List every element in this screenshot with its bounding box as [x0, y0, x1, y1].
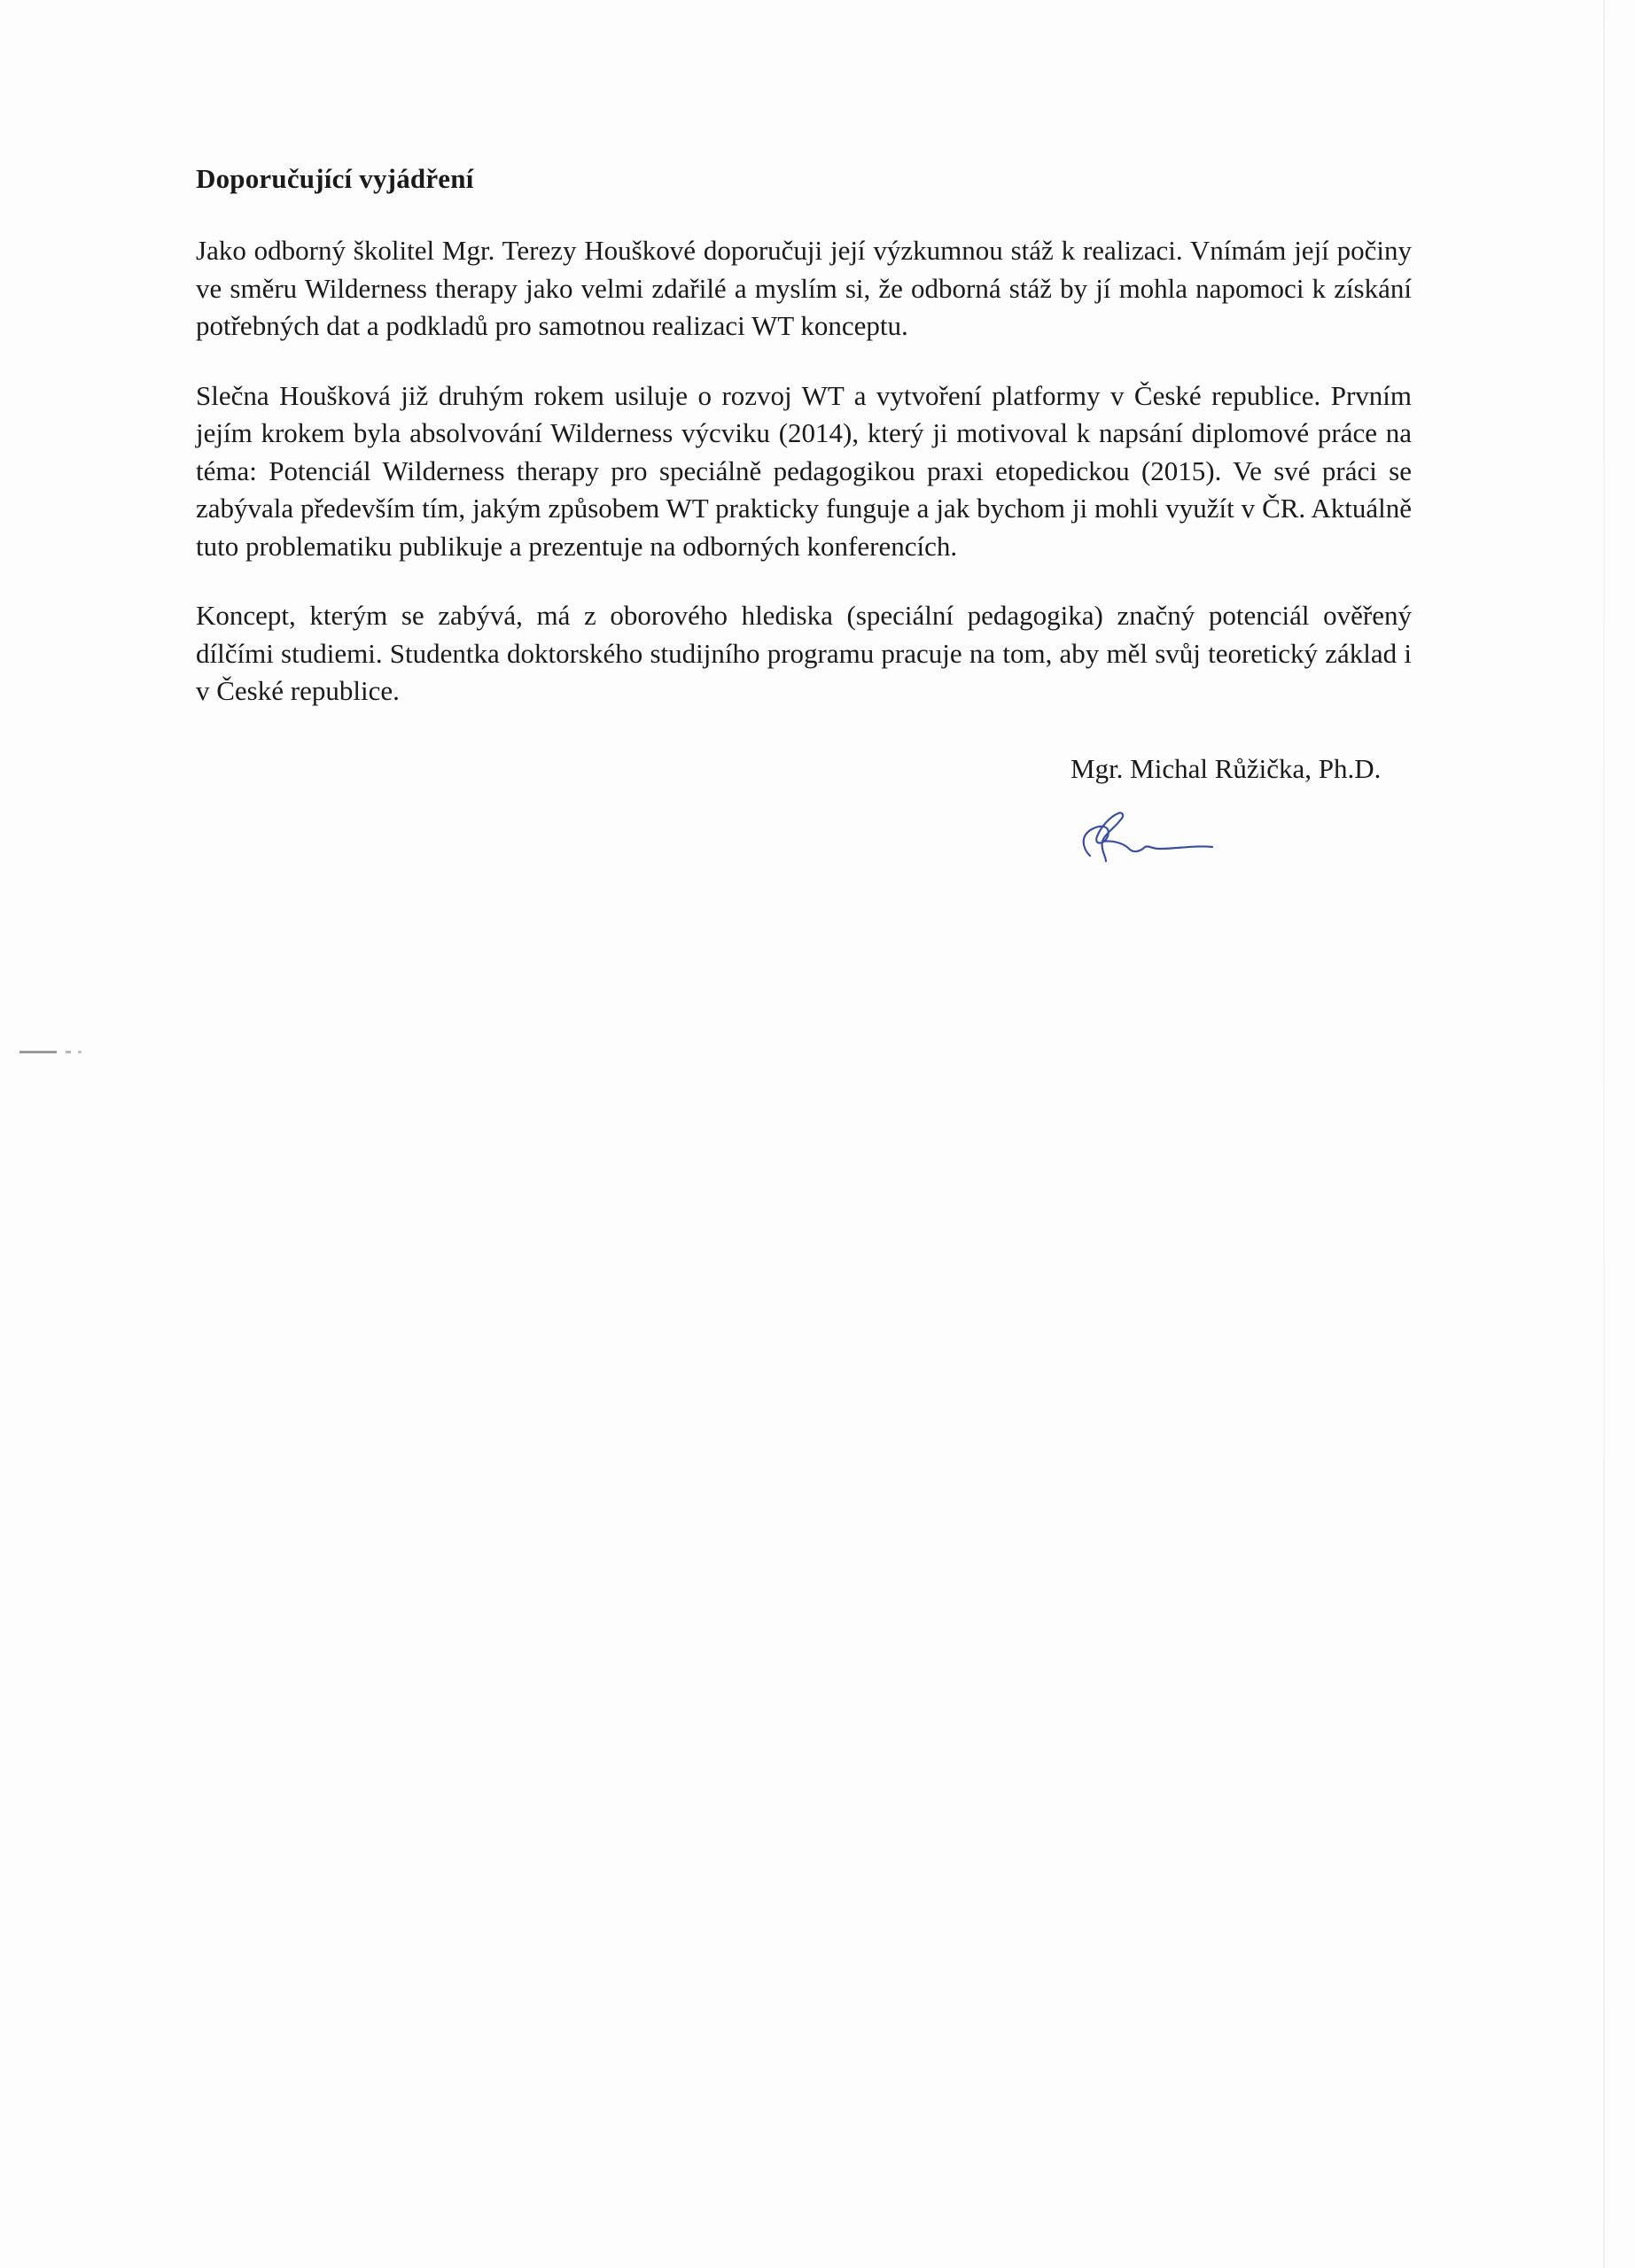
paragraph-1: Jako odborný školitel Mgr. Terezy Houškové doporučuji její výzkumnou stáž k realizaci. Vnímám její počiny ve směru Wilderness therapy jako velmi zdařilé a myslím si, že odborná stáž by jí mohla napomoci k získání potřebných dat a podkladů pro samotnou realizaci WT konceptu. — [196, 235, 1412, 341]
paragraph-2: Slečna Houšková již druhým rokem usiluje o rozvoj WT a vytvoření platformy v České republice. Prvním jejím krokem byla absolvování Wilderness výcviku (2014), který ji motivoval k napsání diplomové práce na téma: Potenciál Wilderness therapy pro speciálně pedagogikou praxi etopedickou (2015). Ve své práci se zabývala především tím, jakým způsobem WT prakticky funguje a jak bychom ji mohli využít v ČR. Aktuálně tuto problematiku publikuje a prezentuje na odborných konferencích. — [196, 379, 1412, 562]
scan-edge — [1603, 0, 1605, 2268]
handwritten-signature — [1071, 804, 1248, 875]
letter-body — [196, 159, 1412, 742]
signature-block — [1071, 750, 1425, 788]
letter-heading: Doporučující vyjádření — [196, 163, 474, 194]
paragraph-3: Koncept, kterým se zabývá, má z oborového hlediska (speciální pedagogika) značný potenciál ověřený dílčími studiemi. Studentka doktorského studijního programu pracuje na tom, aby měl svůj teoretický základ i v České republice. — [196, 600, 1412, 706]
signatory-name: Mgr. Michal Růžička, Ph.D. — [1071, 753, 1382, 784]
scan-mark — [19, 1051, 90, 1053]
